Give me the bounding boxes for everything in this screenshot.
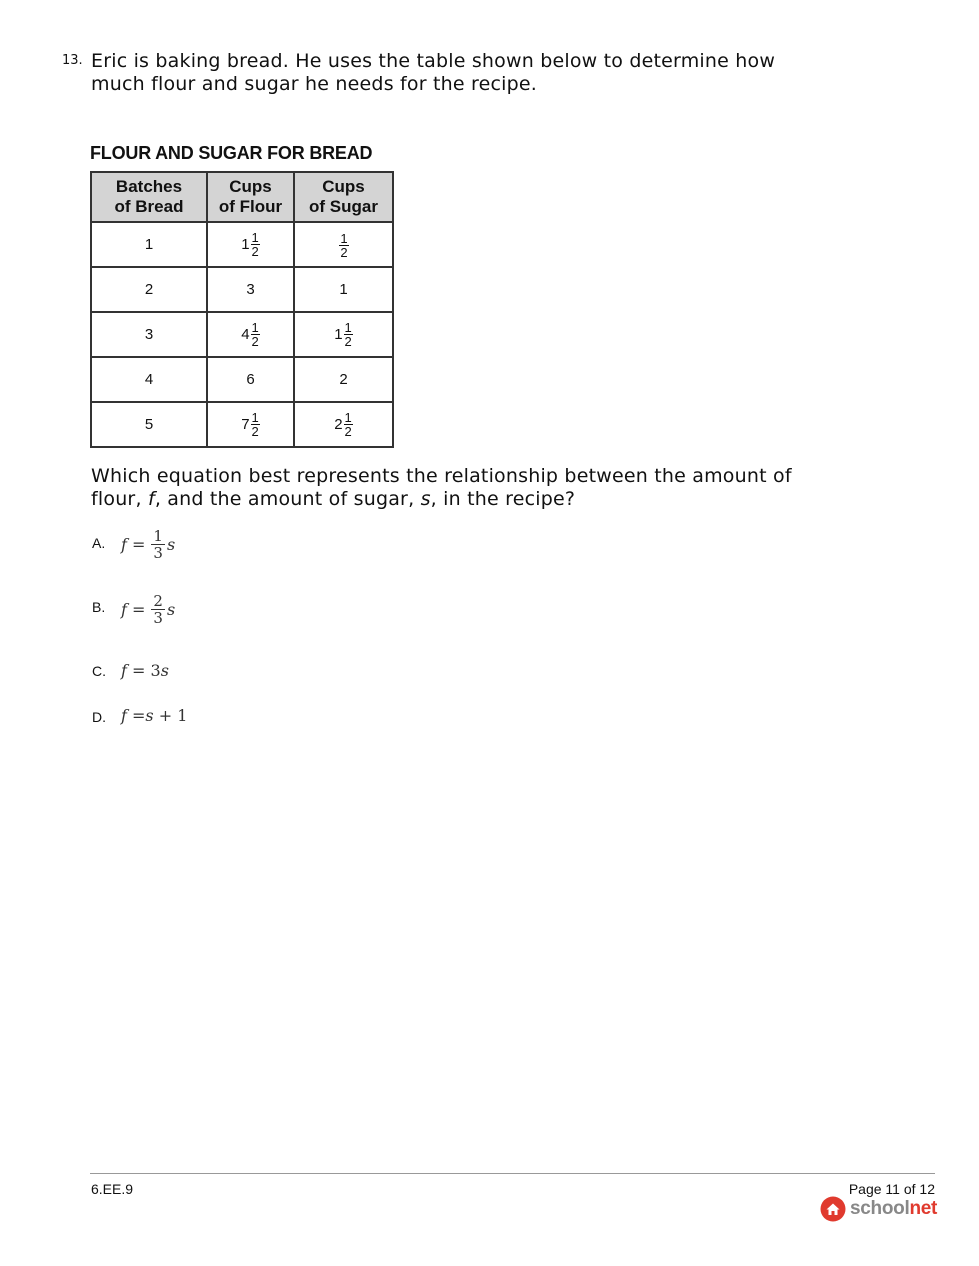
- cell-sugar: 1 $\frac{1}{2}$: [294, 312, 393, 357]
- table-row: [91, 267, 393, 312]
- table-row: [91, 222, 393, 267]
- cell-batches: 3: [91, 312, 207, 357]
- choice-c-equation[interactable]: f = 3 s: [121, 661, 169, 680]
- choice-b-equation[interactable]: f = $\frac{2}{3}$ s: [121, 592, 176, 627]
- cell-sugar: $\frac{1}{2}$: [294, 222, 393, 267]
- cell-flour: 3: [207, 267, 294, 312]
- choice-d-equation[interactable]: f = s + 1: [121, 706, 188, 725]
- table-row: [91, 312, 393, 357]
- question-ask: Which equation best represents the relationship between the amount of flour, f, and the amount of sugar, s, in the recipe?: [91, 465, 792, 510]
- cell-flour: 7 $\frac{1}{2}$: [207, 402, 294, 447]
- cell-sugar: 2 $\frac{1}{2}$: [294, 402, 393, 447]
- footer-divider: [90, 1173, 935, 1174]
- question-prompt: Eric is baking bread. He uses the table shown below to determine how much flour and sugar he needs for the recipe.: [91, 50, 776, 95]
- question-number: 13.: [62, 53, 83, 68]
- choice-c-letter[interactable]: C.: [92, 663, 106, 679]
- schoolnet-logo: schoolnet: [820, 1196, 937, 1222]
- cell-flour: 6: [207, 357, 294, 402]
- cell-flour: 1 $\frac{1}{2}$: [207, 222, 294, 267]
- cell-batches: 4: [91, 357, 207, 402]
- header-flour: Cups of Flour: [207, 172, 294, 222]
- choice-b-letter[interactable]: B.: [92, 599, 106, 615]
- table-row: [91, 402, 393, 447]
- cell-sugar: 2: [294, 357, 393, 402]
- standard-code: 6.EE.9: [91, 1181, 134, 1197]
- cell-batches: 2: [91, 267, 207, 312]
- cell-flour: 4 $\frac{1}{2}$: [207, 312, 294, 357]
- choice-d-letter[interactable]: D.: [92, 709, 106, 725]
- home-icon: [820, 1196, 846, 1222]
- cell-batches: 1: [91, 222, 207, 267]
- choice-a-equation[interactable]: f = $\frac{1}{3}$ s: [121, 527, 176, 562]
- header-sugar: Cups of Sugar: [294, 172, 393, 222]
- cell-batches: 5: [91, 402, 207, 447]
- table-header-row: [91, 172, 393, 222]
- table-row: [91, 357, 393, 402]
- table-title: FLOUR AND SUGAR FOR BREAD: [90, 143, 373, 163]
- header-batches: Batches of Bread: [91, 172, 207, 222]
- data-table: [90, 171, 394, 448]
- page-number: Page 11 of 12: [848, 1181, 935, 1197]
- cell-sugar: 1: [294, 267, 393, 312]
- choice-a-letter[interactable]: A.: [92, 535, 106, 551]
